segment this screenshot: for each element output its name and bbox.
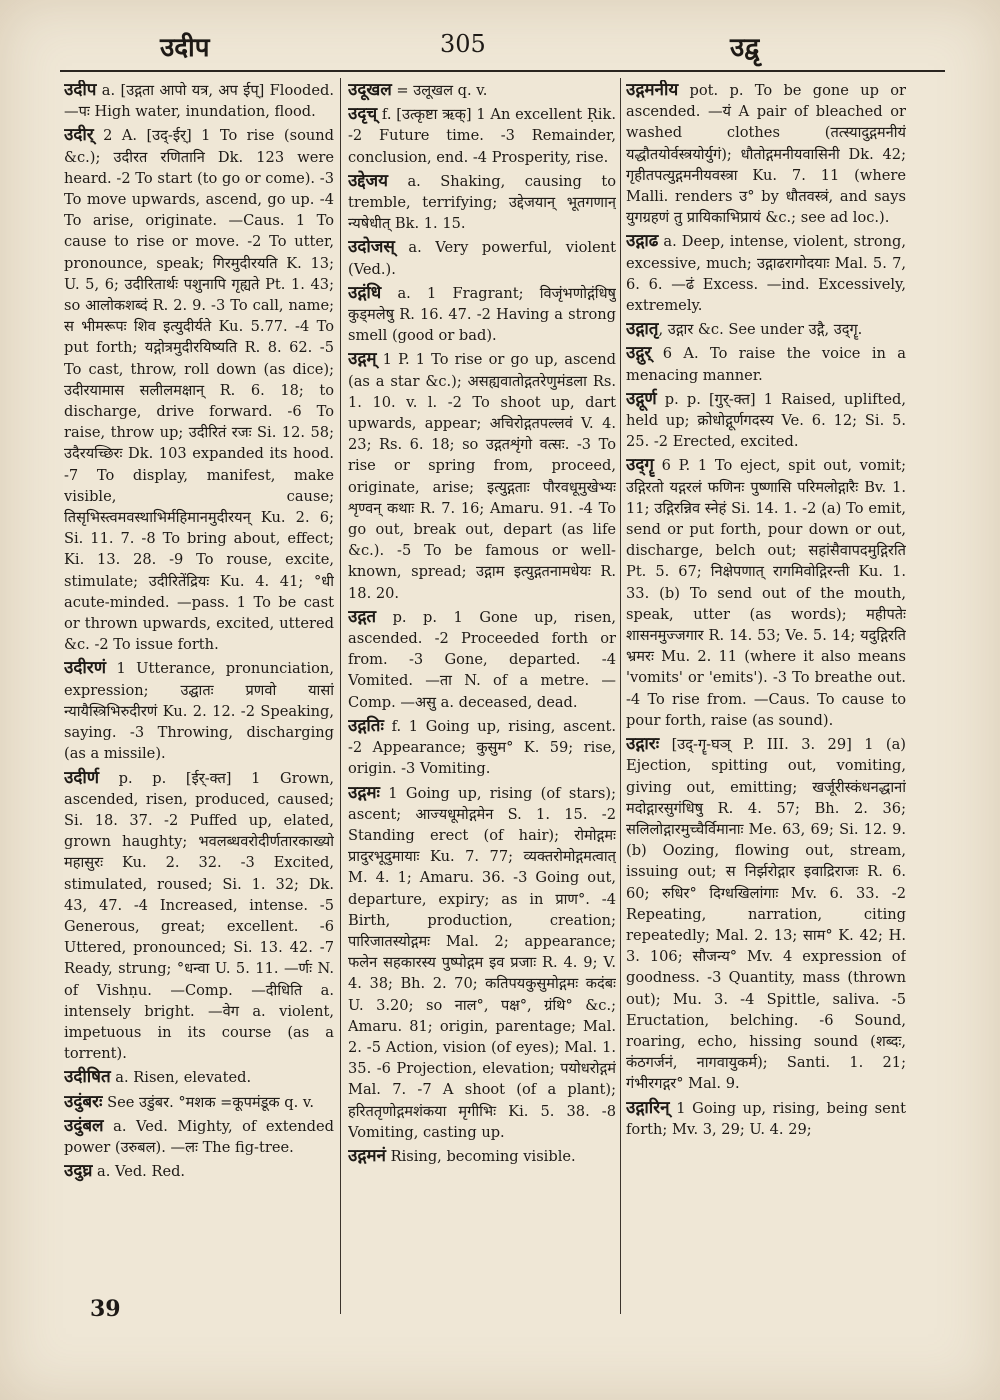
dictionary-entry [348,349,616,603]
entry-definition: Rising, becoming visible. [385,1147,576,1165]
header-rule [60,70,945,72]
entry-definition: 1 Going up, rising (of stars); ascent; आज्यधूमोद्गमेन S. 1. 15. -2 Standing erect (of hair); रोमोद्गमः प्रादुरभूदुमायाः Ku. 7. 77; व्यक्तरोमोद्गमत्वात् M. 4. 1; Amaru. 36. -3 Going out, departure, expiry; as in प्राण°. -4 Birth, production, creation; पारिजातस्योद्गमः Mal. 2; appearance; फलेन सहकारस्य पुष्पोद्गम इव प्रजाः R. 4. 9; V. 4. 38; Bh. 2. 70; कतिपयकुसुमोद्गमः कदंबः U. 3.20; so नाल°, पक्ष°, ग्रंथि° &c.; Amaru. 81; origin, parentage; Mal. 2. -5 Action, vision (of eyes); Mal. 1. 35. -6 Projection, elevation; पयोधरोद्गमं Mal. 7. -7 A shoot (of a plant); हरिततृणोद्गमशंकया मृगीभिः Ki. 5. 38. -8 Vomiting, casting up. [348,784,616,1141]
dictionary-entry [626,319,906,340]
column-divider [620,78,621,1314]
entry-definition: See उडुंबर. °मशक =कूपमंडूक q. v. [102,1093,315,1111]
entry-definition: 1 Utterance, pronunciation, expression; उद्घातः प्रणवो यासां न्यायैस्त्रिभिरुदीरणं Ku. 2. 12. -2 Speaking, saying. -3 Throwing, discharging (as a missile). [64,660,334,763]
entry-definition: [उद्-गॄ-घञ् P. III. 3. 29] 1 (a) Ejection, spitting out, vomiting, giving out, emitting; खर्जूरीस्कंधनद्धानां मदोद्गारसुगंधिषु R. 4. 57; Bh. 2. 36; सलिलोद्गारमुच्चैर्विमानाः Me. 63, 69; Si. 12. 9. (b) Oozing, flowing out, stream, issuing out; स निर्झरोद्गार इवाद्रिराजः R. 6. 60; रुधिर° दिग्धखिलांगाः Mv. 6. 33. -2 Repeating, narration, citing repeatedly; Mal. 2. 13; साम° K. 42; H. 3. 106; सौजन्य° Mv. 4 expression of goodness. -3 Quantity, mass (thrown out); Mu. 3. -4 Spittle, saliva. -5 Eructation, belching. -6 Sound, roaring, echo, hissing sound (शब्दः, कंठगर्जनं, नागवायुकर्म); Santi. 1. 21; गंभीरगद्गर° Mal. 9. [626,736,906,1093]
dictionary-entry [348,283,616,347]
dictionary-entry [626,343,906,385]
entry-definition: 2 A. [उद्-ईर्] 1 To rise (sound &c.); उदीरत रणितानि Dk. 123 were heard. -2 To start (to go or come). -3 To move upwards, ascend, go up. -4 To arise, originate. —Caus. 1 To cause to rise or move. -2 To utter, pronounce, speak; गिरमुदीरयति K. 13; U. 5, 6; उदीरितार्थः पशुनापि गृह्यते Pt. 1. 43; so आलोकशब्दं R. 2. 9. -3 To call, name; स भीमरूपः शिव इत्युदीर्यते Ku. 5.77. -4 To put forth; यद्गोत्रमुदीरयिष्यति R. 8. 62. -5 To cast, throw, roll down (as dice); उदीरयामास सलीलमक्षान् R. 6. 18; to discharge, drive forward. -6 To raise, throw up; उदीरितं रजः Si. 12. 58; उदैरयच्छिरः Dk. 103 expanded its hood. -7 To display, manifest, make visible, cause; तिसृभिस्त्वमवस्थाभिर्महिमानमुदीरयन् Ku. 2. 6; Si. 11. 7. -8 To bring about, effect; Ki. 13. 28. -9 To rouse, excite, stimulate; उदीरितेंद्रियः Ku. 4. 41; °धी acute-minded. —pass. 1 To be cast or thrown upwards, excited, uttered &c. -2 To issue forth. [64,127,334,654]
entry-definition: a. [उद्गता आपो यत्र, अप ईप्] Flooded. —पः High water, inundation, flood. [64,82,334,121]
entry-definition: a. Very powerful, violent (Ved.). [348,239,616,278]
dictionary-entry [348,80,616,101]
entry-headword: उद्गत [348,606,377,627]
dictionary-entry [64,658,334,764]
dictionary-entry [626,389,906,453]
entry-definition: a. Risen, elevated. [110,1069,252,1087]
entry-headword: उद्गॄ [626,455,654,476]
entry-headword: उदीरणं [64,658,106,679]
dictionary-entry [348,237,616,279]
page-number: 305 [440,30,486,58]
entry-headword: उदूखल [348,80,392,100]
column-right [626,80,906,1320]
dictionary-entry [348,171,616,235]
dictionary-entry [348,783,616,1143]
dictionary-entry [626,231,906,316]
column-left [64,80,334,1320]
entry-definition: f. [उत्कृष्टा ऋक्] 1 An excellent Ṛik. -2 Future time. -3 Remainder, conclusion, end. -4 Prosperity, rise. [348,106,616,166]
entry-definition: p. p. [ईर्-क्त] 1 Grown, ascended, risen, produced, caused; Si. 18. 37. -2 Puffed up, elated, grown haughty; भवलब्धवरोदीर्णतारकाख्यो महासुरः Ku. 2. 32. -3 Excited, stimulated, roused; Si. 1. 32; Dk. 43, 47. -4 Increased, intense. -5 Generous, great; excellent. -6 Uttered, pronounced; Si. 13. 42. -7 Ready, strung; °धन्वा U. 5. 11. —र्णः N. of Vishṇu. —Comp. —दीधिति a. intensely bright. —वेग a. violent, impetuous in its course (as a torrent). [64,769,334,1063]
entry-headword: उद्गारिन् [626,1097,670,1118]
entry-headword: उद्गुर् [626,343,652,364]
entry-headword: उदीर्ण [64,767,100,788]
dictionary-entry [64,1116,334,1158]
dictionary-entry [626,80,906,228]
entry-headword: उद्गतिः [348,715,384,736]
entry-headword: उद्गातृ [626,319,659,340]
column-divider [340,78,341,1314]
entry-headword: उदुंबल [64,1115,104,1136]
entry-headword: उदीर् [64,125,94,146]
entry-definition: 1 P. 1 To rise or go up, ascend (as a star &c.); असह्यवातोद्गतरेणुमंडला Rs. 1. 10. v. l. -2 To shoot up, dart upwards, appear; अचिरोद्गतपल्लवं V. 4. 23; Rs. 6. 18; so उद्गतशृंगो वत्सः. -3 To rise or spring from, proceed, originate, arise; इत्युद्गताः पौरवधूमुखेभ्यः शृण्वन् कथाः R. 7. 16; Amaru. 91. -4 To go out, break out, depart (as life &c.). -5 To be famous or well-known, spread; उद्गाम इत्युद्गतनामधेयः R. 18. 20. [348,351,616,602]
dictionary-entry [348,607,616,713]
dictionary-entry [348,716,616,780]
entry-headword: उद्गम् [348,349,377,370]
dictionary-entry [348,104,616,168]
entry-headword: उद्गारः [626,734,660,755]
entry-definition: , उद्गार &c. See under उद्गै, उद्गॄ. [658,321,863,339]
dictionary-entry [64,1161,334,1182]
dictionary-entry [626,734,906,1094]
dictionary-entry [626,455,906,731]
dictionary-entry [64,125,334,655]
entry-definition: f. 1 Going up, rising, ascent. -2 Appearance; कुसुम° K. 59; rise, origin. -3 Vomiting. [348,717,616,778]
entry-headword: उदोजस् [348,237,395,258]
entry-headword: उद्गाढ [626,231,659,252]
header-left-guide-word: उदीप [160,33,210,63]
dictionary-entry [626,1098,906,1140]
entry-headword: उदुंबरः [64,1091,103,1112]
entry-headword: उद्गंधि [348,282,382,303]
entry-headword: उद्देजय [348,170,389,191]
dictionary-entry [64,80,334,122]
entry-definition: 6 P. 1 To eject, spit out, vomit; उद्गिरतो यद्गरलं फणिनः पुष्णासि परिमलोद्गारैः Bv. 1. 11; उद्गिरन्निव स्नेहं Si. 14. 1. -2 (a) To emit, send or put forth, pour down or out, discharge, belch out; सहांसैवापदमुद्गिरति Pt. 5. 67; निक्षेपणात् रागमिवोद्गिरन्ती Ku. 1. 33. (b) To send out of the mouth, speak, utter (as words); महीपतेः शासनमुज्जगार R. 14. 53; Ve. 5. 14; यदुद्गिरति भ्रमरः Mu. 2. 11 (where it also means 'vomits' or 'emits'). -3 To breathe out. -4 To rise from. —Caus. To cause to pour forth, raise (as sound). [626,457,906,729]
entry-headword: उद्गमनं [348,1145,386,1166]
dictionary-entry [64,1092,334,1113]
entry-headword: उदीषित [64,1067,111,1088]
column-middle [348,80,616,1320]
dictionary-entry [348,1146,616,1167]
entry-definition: a. Ved. Mighty, of extended power (उरुबल). —लः The fig-tree. [64,1117,334,1156]
entry-headword: उद्गमः [348,782,380,803]
entry-definition: = उलूखल q. v. [391,82,488,99]
entry-definition: a. Deep, intense, violent, strong, excessive, much; उद्गाढरागोदयाः Mal. 5. 7, 6. 6. —ढं Excess. —ind. Excessively, extremely. [626,233,906,315]
signature-mark: 39 [90,1296,121,1322]
entry-headword: उद्गूर्ण [626,388,657,409]
entry-headword: उदुघ्र [64,1161,93,1182]
entry-definition: a. Shaking, causing to tremble, terrifying; उद्देजयान् भूतगणान् न्यषेधीत् Bk. 1. 15. [348,172,616,233]
entry-headword: उद्गमनीय [626,80,679,100]
entry-definition: p. p. 1 Gone up, risen, ascended. -2 Proceeded forth or from. -3 Gone, departed. -4 Vomited. —ता N. of a metre. —Comp. —असु a. deceased, dead. [348,608,616,711]
page-header [0,28,1000,68]
entry-headword: उदीप [64,80,97,100]
header-right-guide-word: उद्वृ [730,33,760,63]
dictionary-entry [64,1067,334,1088]
dictionary-entry [64,768,334,1065]
entry-definition: pot. p. To be gone up or ascended. —यं A pair of bleached or washed clothes (तत्स्यादुद्गमनीयं यद्धौतयोर्वस्त्रयोर्युगं); धौतोद्गमनीयवासिनी Dk. 42; गृहीतपत्युद्गमनीयवस्त्रा Ku. 7. 11 (where Malli. renders उ° by धौतवस्त्रं, and says युगग्रहणं तु प्रायिकाभिप्रायं &c.; see ad loc.). [626,82,906,227]
entry-definition: p. p. [गुर्-क्त] 1 Raised, uplifted, held up; क्रोधोद्गूर्णगदस्य Ve. 6. 12; Si. 5. 25. -2 Erected, excited. [626,390,906,451]
entry-headword: उदृच् [348,104,378,125]
entry-definition: a. 1 Fragrant; विजृंभणोद्गंधिषु कुड्मलेषु R. 16. 47. -2 Having a strong smell (good or bad). [348,284,616,345]
entry-definition: a. Ved. Red. [92,1163,186,1181]
entry-definition: 1 Going up, rising, being sent forth; Mv. 3, 29; U. 4. 29; [626,1099,906,1138]
entry-definition: 6 A. To raise the voice in a menacing manner. [626,345,906,384]
